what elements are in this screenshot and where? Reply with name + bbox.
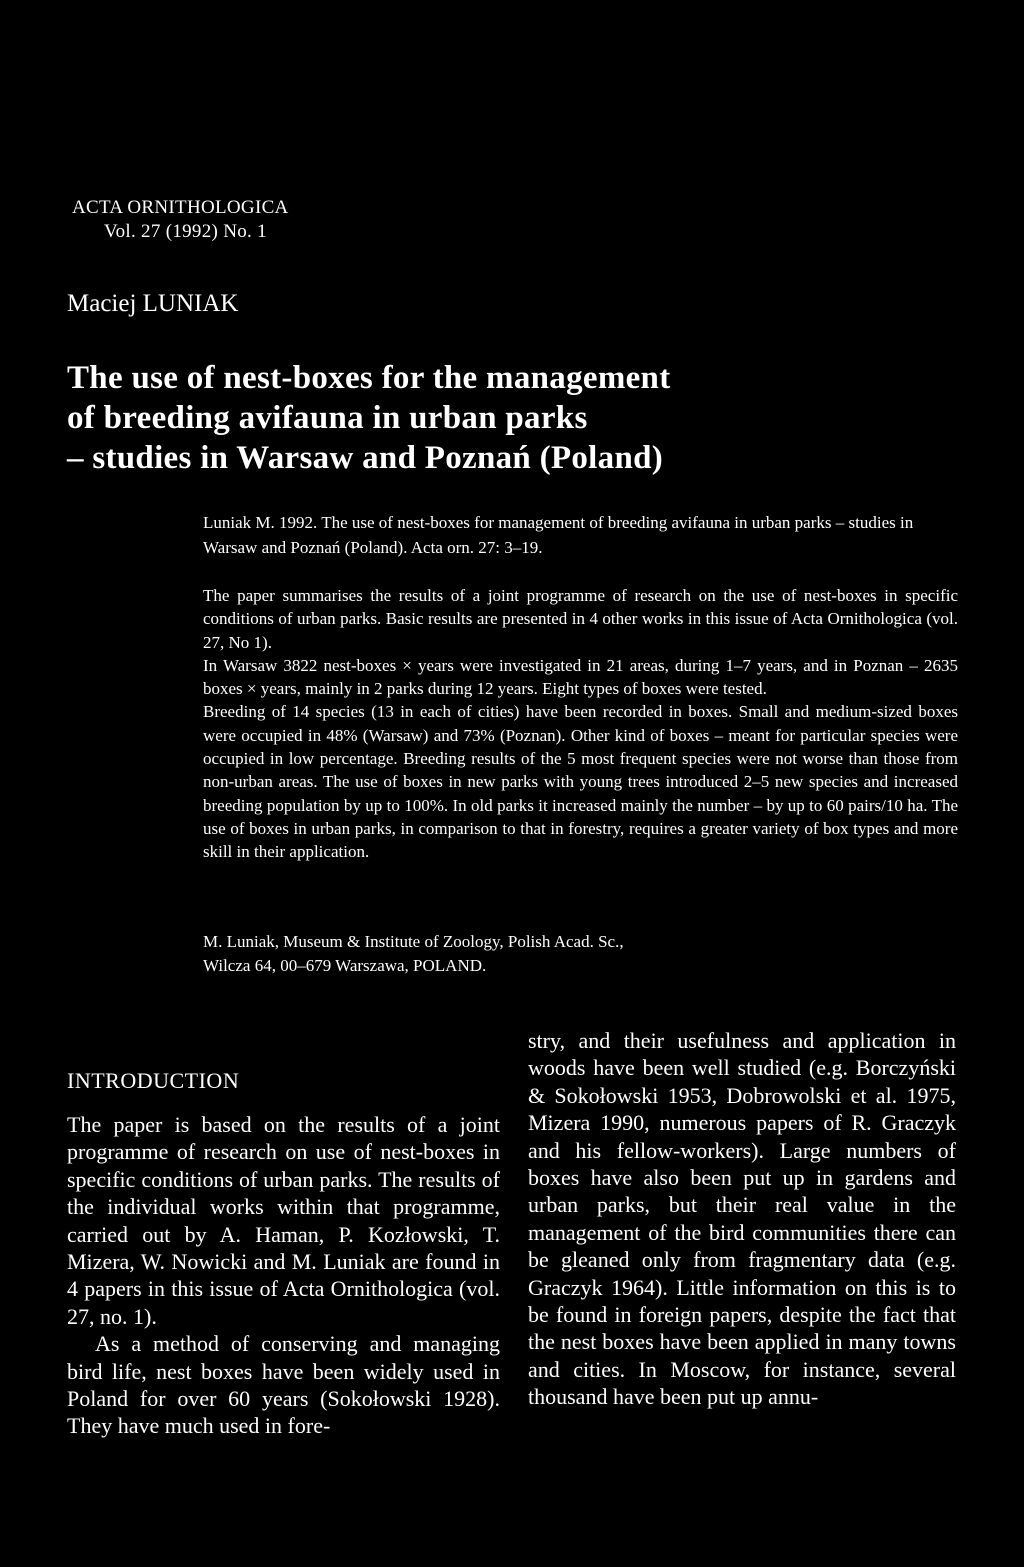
body-column-right — [528, 1027, 956, 1411]
citation: Luniak M. 1992. The use of nest-boxes for management of breeding avifauna in urban parks – studies in Warsaw and Poznań (Poland). Acta orn. 27: 3–19. — [203, 513, 914, 557]
body-paragraph: As a method of conserving and managing bird life, nest boxes have been widely used in Poland for over 60 years (Sokołowski 1928). They have much used in fore- — [67, 1331, 500, 1439]
title-line-3: – studies in Warsaw and Poznań (Poland) — [67, 440, 664, 476]
abstract-paragraph: Breeding of 14 species (13 in each of cities) have been recorded in boxes. Small and medium-sized boxes were occupied in 48% (Warsaw) and 73% (Poznan). Other kind of boxes – meant for particular species were occupied in low percentage. Breeding results of the 5 most frequent species were not worse than those from non-urban areas. The use of boxes in new parks with young trees introduced 2–5 new species and increased breeding population by up to 100%. In old parks it increased mainly the number – by up to 60 pairs/10 ha. The use of boxes in urban parks, in comparison to that in forestry, requires a greater variety of box types and more skill in their application. — [203, 702, 958, 862]
body-paragraph: stry, and their usefulness and application in woods have been well studied (e.g. Borczyński & Sokołowski 1953, Dobrowolski et al. 1975, Mizera 1990, numerous papers of R. Graczyk and his fellow-workers). Large numbers of boxes have also been put up in gardens and urban parks, but their real value in the management of the bird communities there can be gleaned only from fragmentary data (e.g. Graczyk 1964). Little information on this is to be found in foreign papers, despite the fact that the nest boxes have been applied in many towns and cities. In Moscow, for instance, several thousand have been put up annu- — [528, 1028, 956, 1410]
author-name: Maciej LUNIAK — [67, 290, 239, 317]
address-line-1: M. Luniak, Museum & Institute of Zoology, Polish Acad. Sc., — [203, 932, 624, 951]
abstract — [203, 584, 958, 864]
journal-name: ACTA ORNITHOLOGICA — [72, 197, 289, 218]
address-line-2: Wilcza 64, 00–679 Warszawa, POLAND. — [203, 956, 487, 975]
abstract-paragraph: The paper summarises the results of a joint programme of research on the use of nest-boxes in specific conditions of urban parks. Basic results are presented in 4 other works in this issue of Acta Ornithologica (vol. 27, No 1). — [203, 586, 958, 652]
author-address — [203, 930, 624, 978]
journal-volume: Vol. 27 (1992) No. 1 — [104, 221, 267, 242]
paper-title — [67, 358, 967, 478]
journal-header — [72, 196, 289, 244]
title-line-2: of breeding avifauna in urban parks — [67, 400, 588, 436]
section-heading: INTRODUCTION — [67, 1068, 240, 1093]
title-line-1: The use of nest-boxes for the management — [67, 360, 671, 396]
body-column-left — [67, 1111, 500, 1440]
abstract-paragraph: In Warsaw 3822 nest-boxes × years were investigated in 21 areas, during 1–7 years, and in Poznan – 2635 boxes × years, mainly in 2 parks during 12 years. Eight types of boxes were tested. — [203, 655, 958, 699]
body-paragraph: The paper is based on the results of a joint programme of research on use of nest-boxes in specific conditions of urban parks. The results of the individual works within that programme, carried out by A. Haman, P. Kozłowski, T. Mizera, W. Nowicki and M. Luniak are found in 4 papers in this issue of Acta Ornithologica (vol. 27, no. 1). — [67, 1112, 500, 1329]
